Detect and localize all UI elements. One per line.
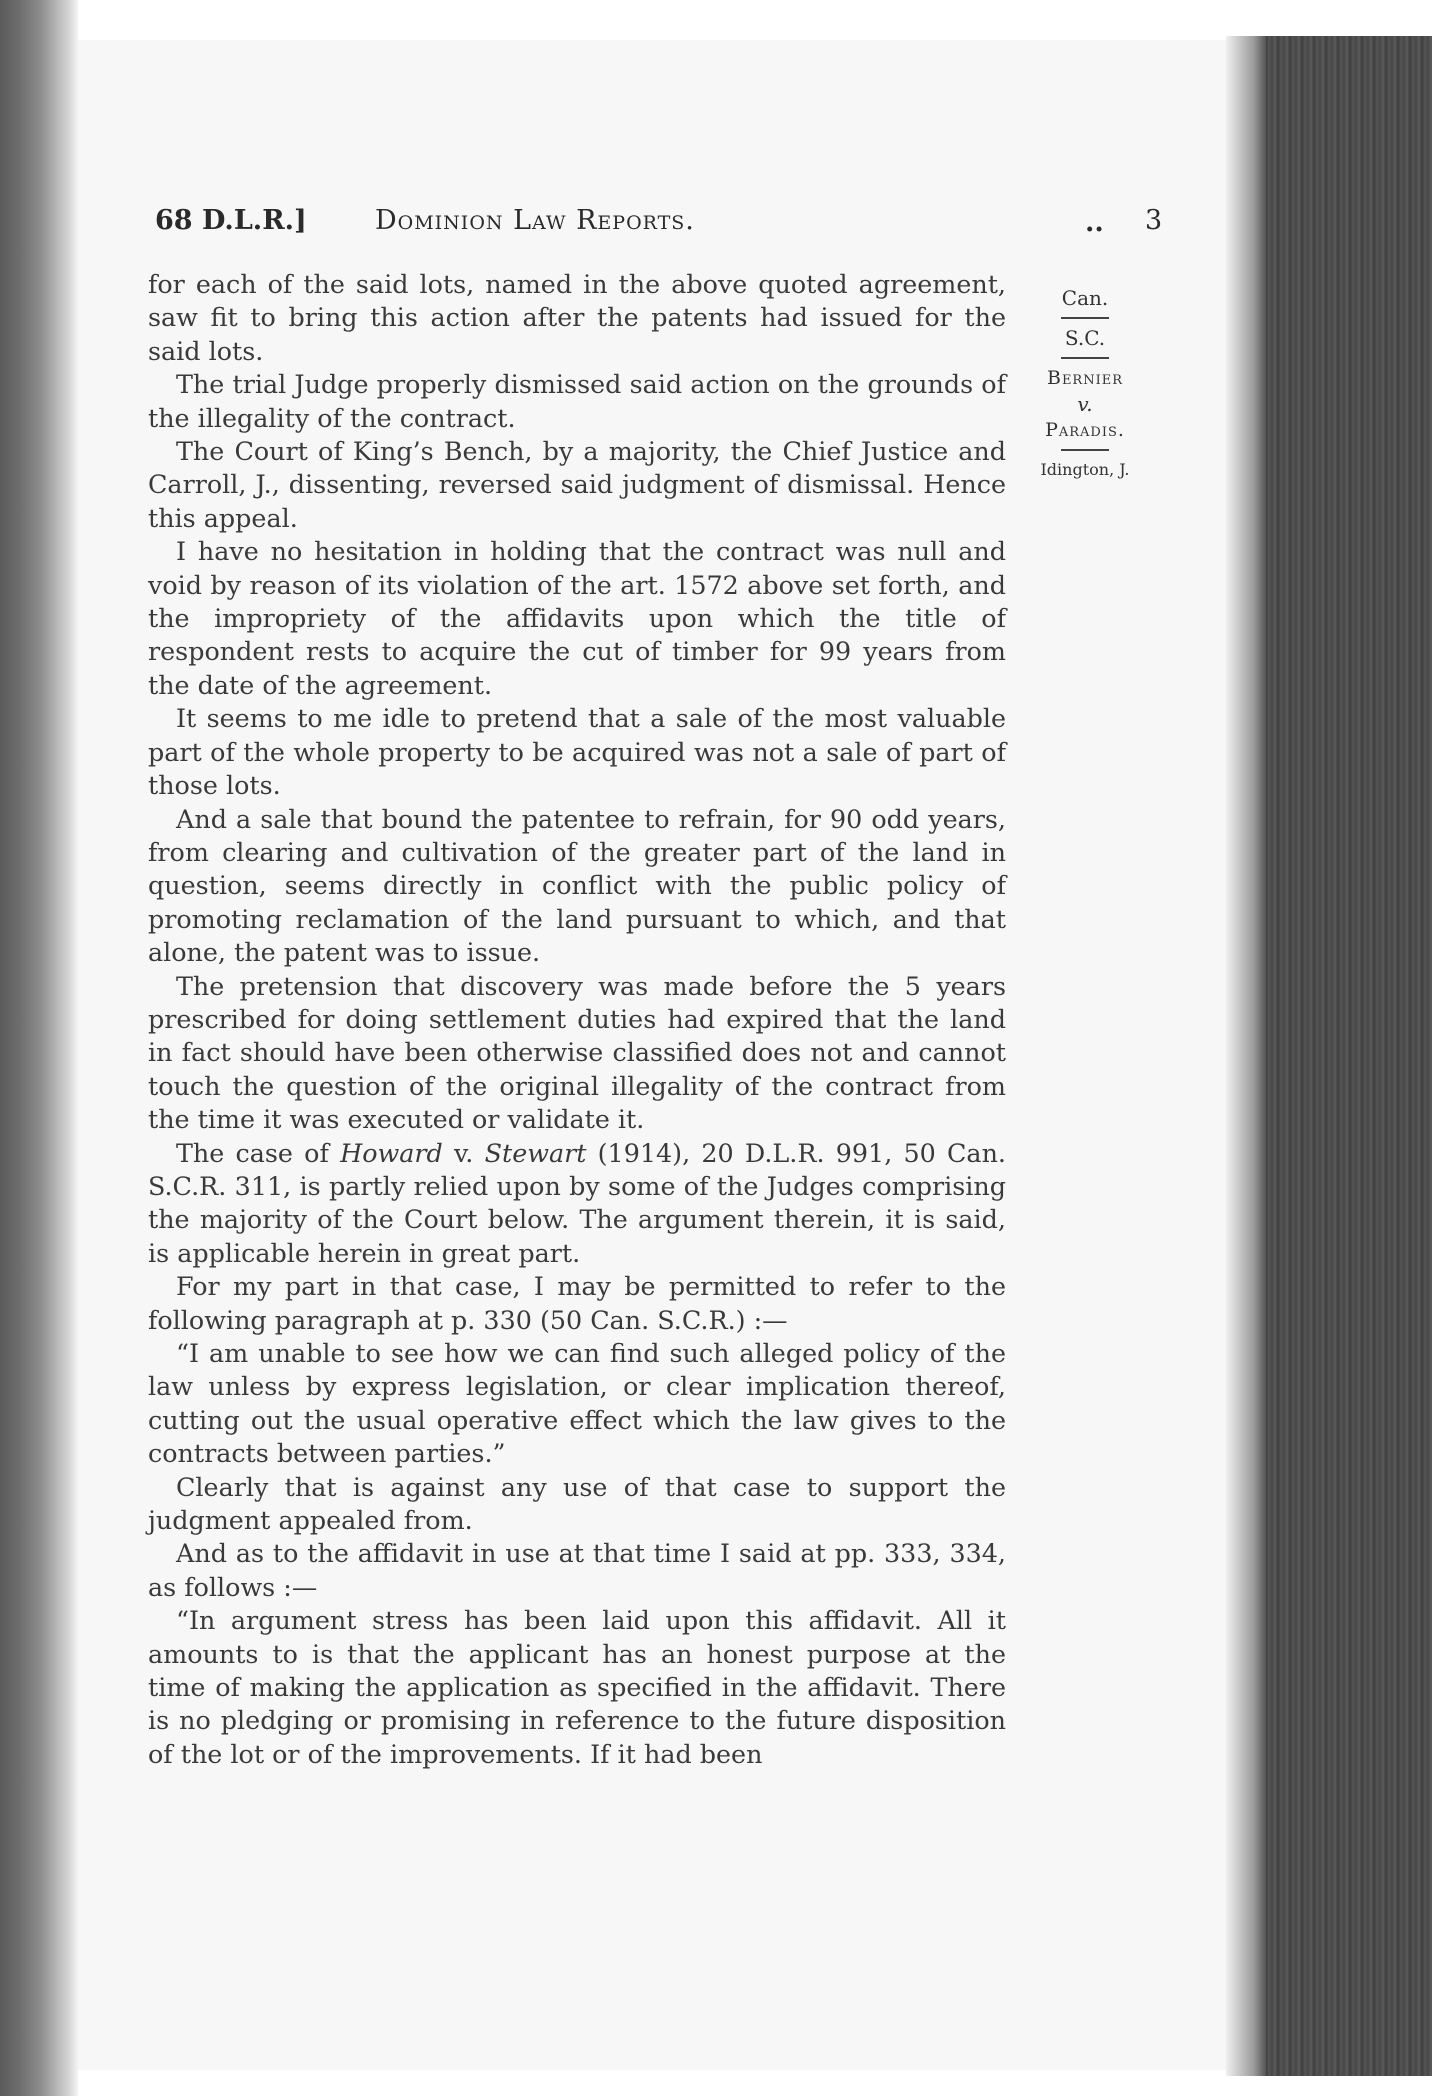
report-title: Dominion Law Reports. (375, 205, 695, 236)
margin-judge: Idington, J. (1040, 460, 1130, 479)
side-margin-note (1010, 285, 1160, 483)
paragraph: The pretension that discovery was made before the 5 years prescribed for doing settlement duties had expired that the land in fact should have been otherwise classified does not and cannot touch the question of the original illegality of the contract from the time it was executed or validate it. (148, 970, 1006, 1135)
margin-rule (1061, 317, 1109, 319)
case-versus: v. (442, 1137, 485, 1168)
margin-party-respondent: Paradis. (1045, 419, 1125, 441)
paragraph: And a sale that bound the patentee to refrain, for 90 odd years, from clearing and cultivation of the greater part of the land in question, seems directly in conflict with the public policy of promoting reclamation of the land pursuant to which, and that alone, the patent was to issue. (148, 803, 1006, 968)
margin-court: Can. (1061, 286, 1109, 310)
paragraph: For my part in that case, I may be permitted to refer to the following paragraph at p. 330 (50 Can. S.C.R.) :— (148, 1271, 1006, 1335)
paragraph: for each of the said lots, named in the above quoted agreement, saw fit to bring this action after the patents had issued for the said lots. (148, 269, 1006, 366)
margin-rule (1061, 357, 1109, 359)
quotation: “I am unable to see how we can find such alleged policy of the law unless by express legislation, or clear implication thereof, cutting out the usual operative effect which the law gives to the contracts between parties.” (148, 1338, 1006, 1469)
paragraph: I have no hesitation in holding that the contract was null and void by reason of its violation of the art. 1572 above set forth, and the impropriety of the affidavits upon which the title of respondent rests to acquire the cut of timber for 99 years from the date of the agreement. (148, 536, 1006, 700)
margin-party-appellant: Bernier (1046, 367, 1124, 389)
book-gutter-left (0, 0, 78, 2096)
case-party-stewart: Stewart (484, 1137, 587, 1168)
quotation: “In argument stress has been laid upon this affidavit. All it amounts to is that the applicant has an honest purpose at the time of making the application as specified in the affidavit. There is no pledging or promising in reference to the future disposition of the lot or of the improvements. If it had been (148, 1605, 1006, 1769)
margin-rule (1061, 449, 1109, 451)
case-rest-text: (1914), 20 D.L.R. 991, 50 Can. S.C.R. 311, is partly relied upon by some of the Judges comprising the majority of the Court below. The argument therein, it is said, is applicable herein in great part. (148, 1137, 1006, 1268)
paragraph: The Court of King’s Bench, by a majority, the Chief Justice and Carroll, J., dissenting, reversed said judgment of dismissal. Hence this appeal. (148, 436, 1006, 533)
paragraph: And as to the affidavit in use at that time I said at pp. 333, 334, as follows :— (148, 1538, 1006, 1602)
margin-versus: v. (1077, 392, 1093, 416)
running-head (155, 205, 1165, 249)
margin-division: S.C. (1064, 326, 1106, 350)
paragraph: Clearly that is against any use of that case to support the judgment appealed from. (148, 1471, 1006, 1536)
volume-reference: 68 D.L.R.] (155, 205, 307, 236)
running-head-dots: .. (1085, 207, 1104, 238)
page-number: 3 (1145, 205, 1163, 236)
case-lead-text: The case of (176, 1137, 341, 1168)
book-page-edges (1262, 36, 1432, 2076)
paragraph: It seems to me idle to pretend that a sale of the most valuable part of the whole property to be acquired was not a sale of part of those lots. (148, 703, 1006, 801)
paragraph: The trial Judge properly dismissed said action on the grounds of the illegality of the contract. (148, 369, 1006, 433)
case-party-howard: Howard (340, 1137, 443, 1168)
body-text (148, 268, 1006, 1771)
case-citation-paragraph (148, 1137, 1006, 1271)
